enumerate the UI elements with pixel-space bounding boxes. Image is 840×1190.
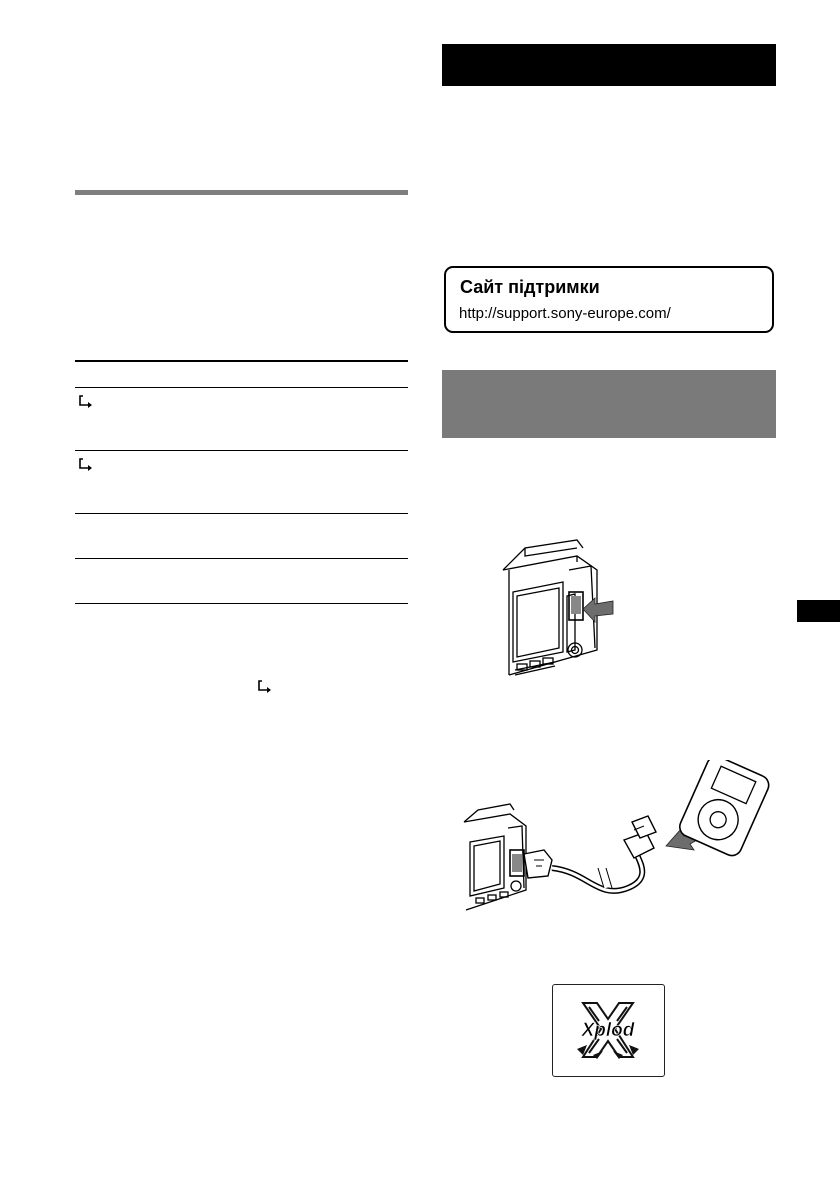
repeat-icon (256, 679, 274, 695)
table-top-rule (75, 360, 408, 362)
subsection-header-bar (442, 370, 776, 438)
table-row-rule (75, 450, 408, 451)
support-site-box (444, 266, 774, 333)
xplod-logo-text: Xplod (581, 1020, 635, 1041)
xplod-logo-mark (553, 985, 663, 1075)
ipod-connection-illustration (458, 760, 778, 920)
section-divider (75, 190, 408, 195)
repeat-icon (77, 394, 95, 410)
section-header-bar (442, 44, 776, 86)
table-row-rule (75, 558, 408, 559)
side-index-tab (797, 600, 840, 622)
repeat-icon (77, 457, 95, 473)
support-url-link[interactable]: http://support.sony-europe.com/ (459, 305, 671, 322)
table-row-rule (75, 513, 408, 514)
table-bottom-rule (75, 603, 408, 604)
insert-arrow-icon (583, 598, 613, 622)
head-unit-illustration (495, 530, 640, 680)
support-title: Сайт підтримки (460, 277, 600, 297)
table-header-rule (75, 387, 408, 388)
xplod-logo (552, 984, 665, 1077)
